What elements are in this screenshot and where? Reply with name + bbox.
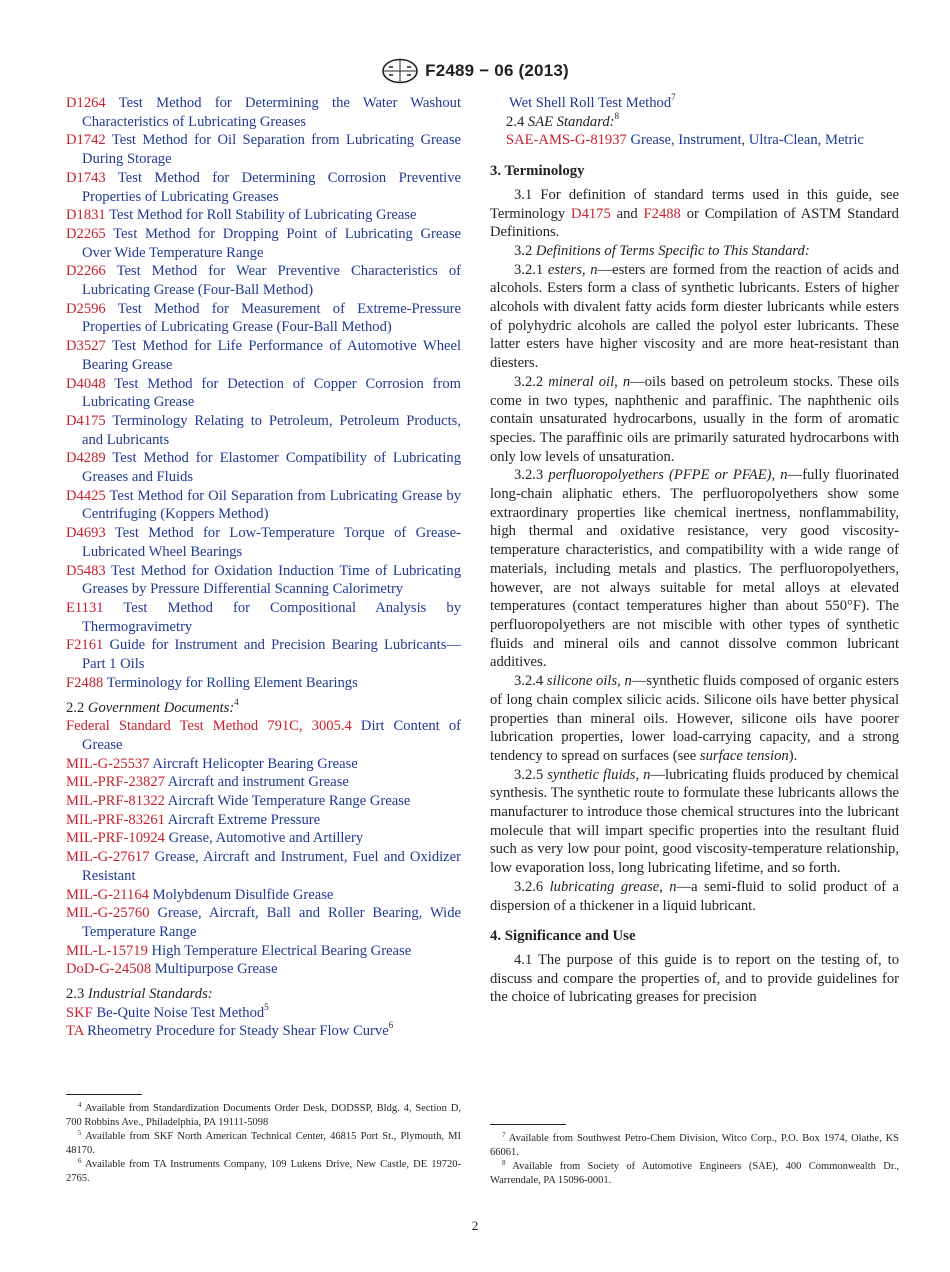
link-d4175[interactable]: D4175 (571, 205, 611, 222)
reference-code[interactable]: D4289 (66, 450, 106, 467)
paragraph-3-2: 3.2 Definitions of Terms Specific to This Standard: (514, 242, 810, 259)
reference-code[interactable]: MIL-G-21164 (66, 886, 149, 903)
reference-title[interactable]: Test Method for Low-Temperature Torque of Grease-Lubricated Wheel Bearings (82, 525, 461, 560)
reference-title[interactable]: Test Method for Measurement of Extreme-Pressure Properties of Lubricating Grease (Four-Ball Method) (82, 300, 461, 336)
reference-item[interactable] (66, 94, 461, 131)
section-number: 2.3 (66, 986, 85, 1003)
reference-code[interactable]: MIL-PRF-10924 (66, 830, 165, 847)
reference-code[interactable]: F2161 (66, 637, 104, 654)
reference-item[interactable] (66, 487, 461, 524)
reference-title[interactable]: Grease, Aircraft, Ball and Roller Bearing, Wide Temperature Range (82, 905, 461, 940)
reference-title[interactable]: Test Method for Compositional Analysis by Thermogravimetry (82, 599, 461, 635)
reference-code[interactable]: D4175 (66, 412, 106, 429)
reference-title[interactable]: Be-Quite Noise Test Method (96, 1004, 265, 1021)
reference-code[interactable]: D1831 (66, 207, 106, 224)
footnote: $^4$ Available from Standardization Documents Order Desk, DODSSP, Bldg. 4, Section D, 700 Robbins Ave., Philadelphia, PA 19111-5098 (66, 1101, 461, 1128)
reference-code[interactable]: MIL-PRF-23827 (66, 774, 165, 791)
reference-code[interactable]: SKF (66, 1004, 93, 1021)
reference-title[interactable]: Test Method for Determining Corrosion Preventive Properties of Lubricating Greases (82, 169, 461, 205)
section-number: 2.4 (506, 113, 525, 130)
footnote-marker[interactable]: 5 (264, 1001, 269, 1012)
paragraph-3-2-2: 3.2.2 mineral oil, n—oils based on petroleum stocks. These oils come in two types, naphthenic and paraffinic. The naphthenic oils contain unsaturated hydrocarbons, usually in the form of aromatic species. The paraffinic oils are primarily saturated hydrocarbons with only low levels of unsaturation. (490, 373, 900, 465)
reference-item[interactable] (66, 562, 461, 599)
reference-item[interactable] (66, 717, 461, 754)
reference-item[interactable] (66, 1001, 461, 1023)
reference-title[interactable]: Dirt Content of Grease (82, 718, 461, 753)
reference-title[interactable]: Aircraft Helicopter Bearing Grease (152, 755, 358, 772)
reference-item[interactable] (66, 755, 461, 774)
reference-code[interactable]: MIL-G-25760 (66, 905, 150, 922)
reference-title[interactable]: Grease, Aircraft and Instrument, Fuel and Oxidizer Resistant (82, 849, 461, 884)
reference-code[interactable]: MIL-G-25537 (66, 755, 150, 772)
reference-title[interactable]: Test Method for Wear Preventive Characteristics of Lubricating Grease (Four-Ball Method) (82, 263, 461, 299)
reference-title[interactable]: Test Method for Oxidation Induction Time of Lubricating Greases by Pressure Differential Scanning Calorimetry (82, 562, 461, 598)
reference-item[interactable] (66, 960, 461, 979)
paragraph-3-2-6: 3.2.6 lubricating grease, n—a semi-fluid to solid product of a dispersion of a thickener in a liquid lubricant. (490, 878, 899, 914)
reference-code[interactable]: D1742 (66, 132, 106, 149)
right-footnotes (490, 1132, 899, 1188)
reference-title[interactable]: Test Method for Roll Stability of Lubricating Grease (109, 207, 417, 224)
reference-code[interactable]: D2265 (66, 225, 106, 242)
footnote-marker[interactable]: 7 (671, 92, 676, 102)
reference-title[interactable]: Aircraft Wide Temperature Range Grease (167, 793, 411, 810)
government-documents-list (66, 717, 461, 979)
reference-code[interactable]: D2266 (66, 263, 106, 280)
reference-title[interactable]: High Temperature Electrical Bearing Grease (151, 942, 412, 959)
reference-code[interactable]: D1743 (66, 169, 106, 186)
reference-item[interactable] (66, 225, 461, 262)
reference-item[interactable] (66, 674, 461, 693)
footnote-number: 7 (502, 1131, 506, 1139)
astm-logo (381, 58, 419, 84)
referenced-documents-list (66, 94, 461, 693)
page-number: 2 (471, 1218, 479, 1233)
reference-item[interactable] (506, 131, 899, 150)
footnote-number: 4 (78, 1101, 82, 1109)
paragraph-3-2-4: 3.2.4 silicone oils, n—synthetic fluids composed of organic esters of long chain complex silicic acids. Silicone oils have better physical properties than mineral oils. However, silicone oils have poorer lubrication properties, lower load-carrying capacity, and a strong tendency to spread on surfaces (see surface tension). (490, 673, 899, 764)
reference-item[interactable] (66, 792, 461, 811)
reference-code[interactable]: E1131 (66, 599, 104, 616)
footnote-number: 6 (78, 1157, 82, 1165)
reference-title[interactable]: Test Method for Oil Separation from Lubricating Grease During Storage (82, 132, 461, 168)
reference-item[interactable] (66, 524, 461, 561)
reference-title[interactable]: Test Method for Determining the Water Washout Characteristics of Lubricating Greases (82, 95, 462, 130)
footnote: $^8$ Available from Society of Automotive Engineers (SAE), 400 Commonwealth Dr., Warrendale, PA 15096-0001. (490, 1159, 899, 1186)
reference-item[interactable] (66, 829, 461, 848)
reference-item[interactable] (66, 886, 461, 905)
link-f2488[interactable]: F2488 (643, 205, 681, 222)
footnote-marker[interactable]: 8 (614, 110, 620, 121)
footnote-marker[interactable]: 6 (388, 1020, 394, 1031)
reference-item[interactable] (66, 773, 461, 792)
reference-title[interactable]: Test Method for Oil Separation from Lubricating Grease by Centrifuging (Koppers Method) (82, 487, 461, 523)
reference-item[interactable] (66, 131, 461, 168)
continued-reference[interactable] (490, 94, 899, 113)
page-header (0, 56, 950, 86)
reference-title[interactable]: Guide for Instrument and Precision Bearing Lubricants—Part 1 Oils (82, 637, 461, 673)
paragraph-3-2-5: 3.2.5 synthetic fluids, n—lubricating fluids produced by chemical synthesis. The synthetic route to formulate these lubricants allows the manufacturer to introduce those chemical structures into the lubricant molecule that will impart specific properties into the resultant fluid such as very low pour point, good viscosity-temperature relationship, low evaporation loss, long lubricating lifetime, and so forth. (490, 766, 899, 877)
reference-code[interactable]: D2596 (66, 300, 106, 317)
reference-item[interactable] (66, 206, 461, 225)
reference-code[interactable]: D1264 (66, 95, 106, 111)
left-column (66, 94, 461, 1041)
reference-item[interactable] (66, 599, 461, 636)
reference-item[interactable] (66, 300, 461, 337)
reference-code[interactable]: TA (66, 1023, 84, 1040)
reference-title[interactable]: Wet Shell Roll Test Method (509, 95, 672, 111)
reference-item[interactable] (66, 811, 461, 830)
reference-code[interactable]: D4425 (66, 487, 106, 504)
reference-title[interactable]: Grease, Instrument, Ultra-Clean, Metric (630, 132, 864, 149)
gov-docs-heading (66, 696, 461, 718)
footnote-marker[interactable]: 4 (234, 696, 239, 707)
reference-item[interactable] (66, 412, 461, 449)
reference-code[interactable]: Federal Standard Test Method 791C, 3005.4 (66, 718, 352, 735)
section-3-heading: 3. Terminology (490, 163, 585, 180)
reference-title[interactable]: Terminology for Rolling Element Bearings (106, 674, 358, 691)
reference-item[interactable] (66, 904, 461, 941)
reference-title[interactable]: Test Method for Dropping Point of Lubricating Grease Over Wide Temperature Range (82, 225, 461, 261)
reference-title[interactable]: Aircraft and instrument Grease (167, 774, 349, 791)
reference-code[interactable]: SAE-AMS-G-81937 (506, 132, 627, 149)
section-label: Industrial Standards: (87, 986, 213, 1003)
footnote-number: 5 (78, 1129, 82, 1137)
reference-item[interactable] (66, 942, 461, 961)
reference-code[interactable]: MIL-G-27617 (66, 849, 150, 866)
section-4-heading: 4. Significance and Use (490, 928, 636, 945)
reference-item[interactable] (66, 169, 461, 206)
right-column (490, 94, 899, 1007)
reference-code[interactable]: D4693 (66, 525, 106, 542)
reference-title[interactable]: Test Method for Life Performance of Automotive Wheel Bearing Grease (82, 338, 462, 373)
reference-code[interactable]: D3527 (66, 338, 106, 355)
paragraph-3-2-3: 3.2.3 perfluoropolyethers (PFPE or PFAE), n—fully fluorinated long-chain aliphatic ethers. The perfluoropolyethers show some extraordinary properties like chemical inertness, nonflammability, high thermal and oxidative resistance, very good viscosity-temperature characteristics, and compatibility with a wide range of materials, including metals and plastics. The perfluoropolyethers, however, are not always suitable for metal alloys at elevated temperatures (contact temperatures higher than about 550°F). The perfluoropolyethers are not miscible with other types of synthetic fluids and mineral oils and cannot dissolve common lubricant additives. (490, 467, 899, 671)
reference-title[interactable]: Test Method for Elastomer Compatibility of Lubricating Greases and Fluids (82, 450, 461, 486)
industrial-standards-list (66, 1001, 461, 1041)
reference-code[interactable]: MIL-PRF-83261 (66, 811, 165, 828)
reference-title[interactable]: Rheometry Procedure for Steady Shear Flow Curve (87, 1023, 389, 1040)
reference-item[interactable] (66, 337, 461, 374)
paragraph-4-1: 4.1 The purpose of this guide is to report on the testing of, to discuss and compare the properties of, and to provide guidelines for the choice of lubricating greases for precision (490, 951, 899, 1006)
reference-title[interactable]: Molybdenum Disulfide Grease (152, 886, 334, 903)
section-label: SAE Standard: (527, 113, 615, 130)
reference-code[interactable]: D5483 (66, 562, 106, 579)
reference-title[interactable]: Terminology Relating to Petroleum, Petroleum Products, and Lubricants (82, 412, 461, 448)
sae-standard-heading (490, 110, 899, 132)
reference-title[interactable]: Multipurpose Grease (154, 961, 278, 978)
reference-title[interactable]: Aircraft Extreme Pressure (167, 811, 321, 828)
reference-item[interactable] (66, 848, 461, 885)
footnote-number: 8 (502, 1159, 506, 1167)
reference-title[interactable]: Test Method for Detection of Copper Corrosion from Lubricating Grease (82, 375, 461, 411)
footnote-rule (490, 1124, 566, 1125)
reference-code[interactable]: MIL-L-15719 (66, 942, 148, 959)
left-footnotes (66, 1102, 461, 1186)
reference-item[interactable] (66, 636, 461, 673)
section-label: Government Documents: (87, 699, 235, 716)
reference-item[interactable] (66, 262, 461, 299)
reference-title[interactable]: Grease, Automotive and Artillery (168, 830, 364, 847)
paragraph-3-2-1: 3.2.1 esters, n—esters are formed from the reaction of acids and alcohols. Esters form a class of synthetic lubricants. Esters of higher alcohols with divalent fatty acids form diester lubricants while esters of polyhydric alcohols are called the polyol ester lubricants. These latter esters have higher viscosity and are more heat-resistant than diesters. (490, 261, 899, 372)
reference-item[interactable] (66, 449, 461, 486)
reference-code[interactable]: F2488 (66, 674, 104, 691)
footnote: $^5$ Available from SKF North American Technical Center, 46815 Port St., Plymouth, MI 48170. (66, 1129, 461, 1156)
reference-code[interactable]: MIL-PRF-81322 (66, 793, 165, 810)
paragraph-3-1: 3.1 For definition of standard terms used in this guide, see Terminology D4175 and F2488 or Compilation of ASTM Standard Definitions. (490, 186, 899, 241)
footnote-rule (66, 1094, 142, 1095)
reference-code[interactable]: DoD-G-24508 (66, 961, 152, 978)
reference-item[interactable] (66, 1022, 461, 1041)
section-number: 2.2 (66, 699, 85, 716)
document-designation: F2489 − 06 (2013) (425, 61, 569, 80)
footnote: $^7$ Available from Southwest Petro-Chem Division, Witco Corp., P.O. Box 1974, Olathe, KS 66061. (490, 1131, 899, 1158)
reference-item[interactable] (66, 375, 461, 412)
reference-code[interactable]: D4048 (66, 375, 106, 392)
footnote: $^6$ Available from TA Instruments Company, 109 Lukens Drive, New Castle, DE 19720-2765. (66, 1157, 461, 1184)
